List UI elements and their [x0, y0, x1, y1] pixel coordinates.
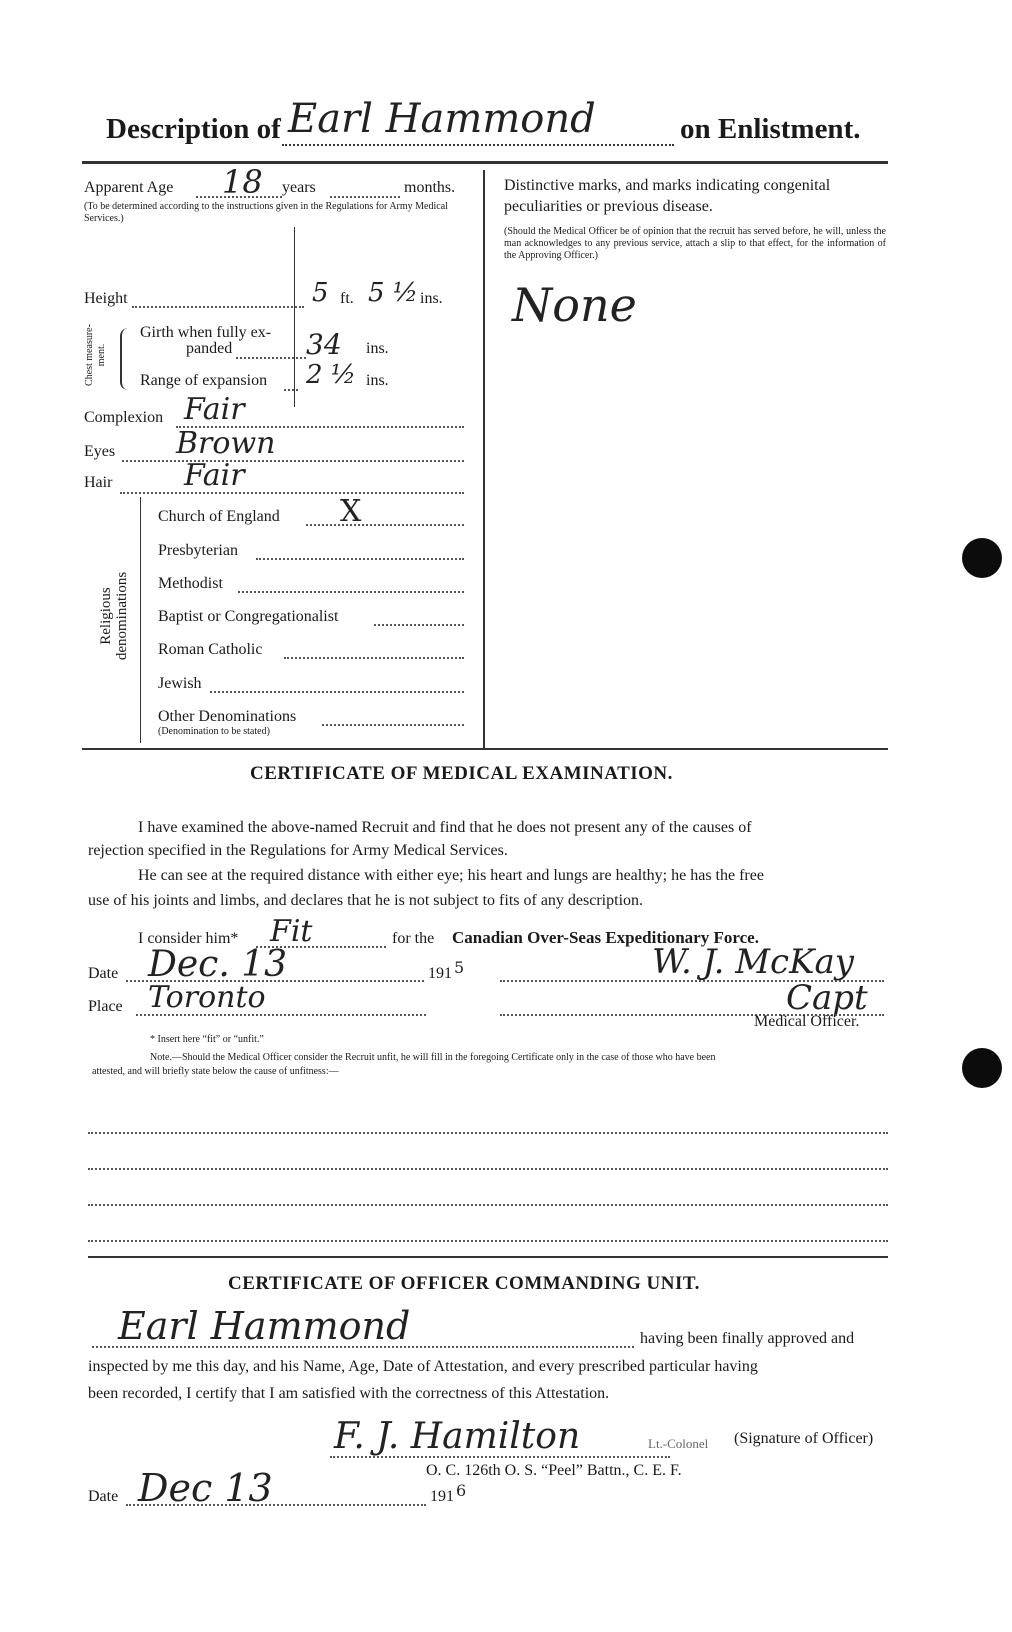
- height-in-value: 5 ½: [368, 278, 419, 308]
- punch-hole-bottom: [962, 1048, 1002, 1088]
- range-label: Range of expansion: [140, 372, 268, 389]
- chest-measurement-label: Chest measure-ment.: [84, 324, 107, 386]
- enlistee-name-handwritten: Earl Hammond: [288, 96, 596, 142]
- commanding-date-value: Dec 13: [138, 1466, 273, 1510]
- lt-colonel-label: Lt.-Colonel: [648, 1436, 709, 1451]
- religion-divider: [140, 497, 141, 743]
- medical-date-value: Dec. 13: [148, 944, 288, 985]
- girth-dots: [236, 357, 306, 359]
- apparent-age-label: Apparent Age: [84, 179, 174, 196]
- religious-denominations-label: Religious denominations: [98, 571, 130, 661]
- religion-dots-7: [322, 724, 464, 726]
- force-label: Canadian Over-Seas Expeditionary Force.: [452, 928, 759, 947]
- medical-officer-label: Medical Officer.: [754, 1013, 860, 1030]
- commanding-year-digit: 6: [456, 1481, 467, 1500]
- years-label: years: [282, 179, 316, 196]
- signature-of-officer-label: (Signature of Officer): [734, 1430, 874, 1447]
- religion-other: Other Denominations: [158, 708, 297, 725]
- height-dots: [132, 306, 304, 308]
- medical-para2-line1: He can see at the required distance with either eye; his heart and lungs are healthy; he has the free: [138, 867, 764, 884]
- religion-dots-1: [306, 524, 464, 526]
- medical-para2-line2: use of his joints and limbs, and declares that he is not subject to fits of any description.: [88, 892, 644, 909]
- months-label: months.: [404, 179, 456, 196]
- height-label: Height: [84, 290, 128, 307]
- commanding-para-line1: having been finally approved and: [640, 1330, 855, 1347]
- place-label: Place: [88, 998, 123, 1015]
- insert-note: * Insert here “fit” or “unfit.”: [150, 1034, 264, 1045]
- religion-dots-3: [238, 591, 464, 593]
- lower-rule: [88, 1256, 888, 1258]
- medical-para1-line1: I have examined the above-named Recruit and find that he does not present any of the causes of: [138, 819, 752, 836]
- ft-label: ft.: [340, 290, 354, 307]
- title-prefix: Description of: [106, 113, 281, 145]
- commanding-date-label: Date: [88, 1488, 119, 1505]
- title-name-line: [282, 144, 674, 146]
- range-dots: [284, 389, 298, 391]
- religion-dots-5: [284, 657, 464, 659]
- place-dots: [136, 1014, 426, 1016]
- girth-unit: ins.: [366, 340, 389, 357]
- religion-dots-2: [256, 558, 464, 560]
- unfitness-line-2: [88, 1168, 888, 1170]
- distinctive-marks-label-2: peculiarities or previous disease.: [504, 198, 713, 215]
- hair-value: Fair: [184, 458, 245, 493]
- column-divider: [483, 170, 485, 750]
- religion-dots-6: [210, 691, 464, 693]
- medical-date-label: Date: [88, 965, 119, 982]
- unfit-note-line2: attested, and will briefly state below the cause of unfitness:—: [92, 1066, 339, 1077]
- unfit-note-line1: Note.—Should the Medical Officer consider the Recruit unfit, he will fill in the foregoing Certificate only in the case of those who have been: [150, 1052, 716, 1063]
- top-rule: [82, 161, 888, 164]
- commanding-unit: O. C. 126th O. S. “Peel” Battn., C. E. F.: [426, 1462, 682, 1479]
- mid-rule: [82, 748, 888, 750]
- commanding-certificate-title: CERTIFICATE OF OFFICER COMMANDING UNIT.: [228, 1273, 700, 1294]
- medical-year-digit: 5: [454, 958, 465, 977]
- unfitness-line-1: [88, 1132, 888, 1134]
- eyes-dots: [122, 460, 464, 462]
- religion-church-of-england: Church of England: [158, 508, 280, 525]
- height-ft-value: 5: [312, 278, 329, 308]
- denomination-note: (Denomination to be stated): [158, 726, 270, 737]
- distinctive-marks-label-1: Distinctive marks, and marks indicating congenital: [504, 177, 831, 194]
- commanding-officer-signature: F. J. Hamilton: [334, 1416, 581, 1457]
- medical-certificate-title: CERTIFICATE OF MEDICAL EXAMINATION.: [250, 763, 673, 784]
- consider-label: I consider him*: [138, 930, 239, 947]
- place-value: Toronto: [148, 980, 266, 1015]
- chest-brace: [120, 328, 130, 390]
- girth-label-1: Girth when fully ex-: [140, 324, 272, 341]
- complexion-label: Complexion: [84, 409, 164, 426]
- religion-mark-church-of-england: X: [340, 494, 362, 529]
- for-the-label: for the: [392, 930, 435, 947]
- commanding-signature-dots: [330, 1456, 670, 1458]
- distinctive-marks-note: (Should the Medical Officer be of opinion that the recruit has served before, he will, unless the man acknowledges to any previous service, attach a slip to that effect, for the information of the Approving Officer.): [504, 226, 886, 261]
- medical-officer-rank: Capt: [786, 978, 868, 1018]
- medical-officer-signature: W. J. McKay: [652, 942, 854, 982]
- punch-hole-top: [962, 538, 1002, 578]
- commanding-recruit-name: Earl Hammond: [118, 1304, 411, 1348]
- complexion-value: Fair: [184, 392, 245, 427]
- girth-label-2: panded: [186, 340, 233, 357]
- hair-dots: [120, 492, 464, 494]
- religion-jewish: Jewish: [158, 675, 202, 692]
- unfitness-line-4: [88, 1240, 888, 1242]
- months-dots: [330, 196, 400, 198]
- religion-methodist: Methodist: [158, 575, 223, 592]
- religion-baptist: Baptist or Congregationalist: [158, 608, 339, 625]
- distinctive-marks-value: None: [512, 278, 637, 332]
- commanding-year-label: 191: [430, 1488, 454, 1505]
- eyes-label: Eyes: [84, 443, 116, 460]
- range-value: 2 ½: [306, 360, 357, 390]
- eyes-value: Brown: [176, 426, 276, 461]
- religion-presbyterian: Presbyterian: [158, 542, 238, 559]
- age-value: 18: [222, 163, 263, 201]
- unfitness-line-3: [88, 1204, 888, 1206]
- commanding-para-line3: been recorded, I certify that I am satisfied with the correctness of this Attestation.: [88, 1385, 610, 1402]
- range-unit: ins.: [366, 372, 389, 389]
- commanding-name-dots: [92, 1346, 634, 1348]
- religion-roman-catholic: Roman Catholic: [158, 641, 263, 658]
- commanding-date-dots: [126, 1504, 426, 1506]
- height-ins-label: ins.: [420, 290, 443, 307]
- measure-divider: [294, 227, 295, 407]
- medical-para1-line2: rejection specified in the Regulations for Army Medical Services.: [88, 842, 508, 859]
- commanding-para-line2: inspected by me this day, and his Name, Age, Date of Attestation, and every prescribed particular having: [88, 1358, 758, 1375]
- age-note: (To be determined according to the instructions given in the Regulations for Army Medical Services.): [84, 201, 448, 224]
- medical-year-label: 191: [428, 965, 452, 982]
- religion-dots-4: [374, 624, 464, 626]
- girth-value: 34: [306, 328, 342, 361]
- age-dots: [196, 196, 282, 198]
- hair-label: Hair: [84, 474, 113, 491]
- title-suffix: on Enlistment.: [680, 113, 861, 145]
- fit-value: Fit: [270, 914, 313, 949]
